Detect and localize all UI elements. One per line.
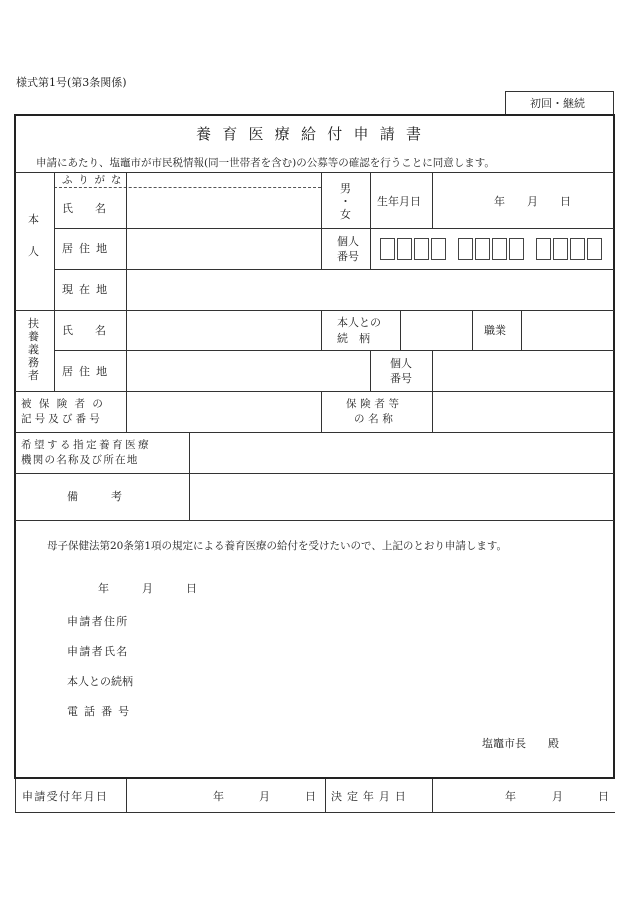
insured-symbol-label-2: 記号及び番号: [21, 413, 103, 425]
addressee: 塩竈市長 殿: [482, 737, 559, 750]
person-section-2: 人: [28, 245, 39, 258]
current-address-label: 現在地: [62, 283, 114, 296]
type-label: 初回・継続: [530, 97, 585, 110]
relation-label-2: 続 柄: [337, 332, 370, 345]
applicant-address-label: 申請者住所: [67, 615, 129, 628]
institution-label-2: 機関の名称及び所在地: [21, 454, 139, 466]
applicant-phone-label: 電話番号: [67, 705, 136, 718]
received-date-label: 申請受付年月日: [22, 790, 109, 803]
address-input[interactable]: [127, 229, 320, 268]
remarks-label: 備 考: [67, 490, 122, 503]
application-date[interactable]: 年 月 日: [98, 582, 197, 595]
birthdate-value[interactable]: 年 月 日: [494, 195, 571, 208]
insurer-name-label-1: 保険者等: [346, 398, 403, 410]
insurer-name-label-2: の名称: [354, 413, 397, 425]
name-input[interactable]: [127, 188, 320, 227]
name-label: 氏 名: [62, 202, 106, 215]
supporter-number-label-2: 番号: [390, 372, 412, 385]
consent-text: 申請にあたり、塩竈市が市民税情報(同一世帯者を含む)の公募等の確認を行うことに同意します。: [36, 157, 495, 169]
insurer-name-input[interactable]: [433, 392, 614, 431]
applicant-name-label: 申請者氏名: [67, 645, 129, 658]
supporter-section-3: 義: [28, 343, 39, 356]
supporter-section-1: 扶: [28, 317, 39, 330]
decision-day: 日: [598, 790, 609, 803]
institution-label-1: 希望する指定養育医療: [21, 439, 152, 451]
supporter-section-5: 者: [28, 369, 39, 382]
supporter-name-label: 氏 名: [62, 324, 106, 337]
gender-dot: ・: [340, 195, 351, 208]
individual-number-label-2: 番号: [337, 250, 359, 263]
individual-number-label-1: 個人: [337, 235, 359, 248]
decision-year: 年: [505, 790, 516, 803]
relation-label-1: 本人との: [337, 316, 381, 329]
current-address-input[interactable]: [127, 270, 614, 309]
relation-input[interactable]: [401, 311, 471, 349]
supporter-number-label-1: 個人: [390, 357, 412, 370]
supporter-address-label: 居住地: [62, 365, 114, 378]
supporter-number-input[interactable]: [433, 351, 614, 390]
birthdate-label: 生年月日: [377, 195, 421, 208]
received-year: 年: [213, 790, 224, 803]
decision-date-label: 決定年月日: [331, 790, 411, 803]
insured-symbol-input[interactable]: [127, 392, 320, 431]
declaration-text: 母子保健法第20条第1項の規定による養育医療の給付を受けたいので、上記のとおり申請します。: [47, 540, 507, 552]
received-day: 日: [305, 790, 316, 803]
supporter-section-4: 務: [28, 356, 39, 369]
decision-month: 月: [552, 790, 563, 803]
supporter-address-input[interactable]: [127, 351, 369, 390]
address-label: 居住地: [62, 242, 114, 255]
insured-symbol-label-1: 被保険者の: [21, 398, 111, 410]
form-number: 様式第1号(第3条関係): [16, 76, 127, 89]
applicant-relation-label: 本人との続柄: [67, 675, 133, 688]
received-month: 月: [259, 790, 270, 803]
person-section-1: 本: [28, 213, 39, 226]
occupation-label: 職業: [484, 324, 506, 337]
gender-f: 女: [340, 208, 351, 221]
page-title: 養育医療給付申請書: [196, 125, 433, 143]
occupation-input[interactable]: [522, 311, 614, 349]
supporter-name-input[interactable]: [127, 311, 320, 349]
remarks-input[interactable]: [190, 474, 614, 519]
gender-m: 男: [340, 182, 351, 195]
institution-input[interactable]: [190, 433, 614, 472]
furigana-label: ふりがな: [62, 174, 128, 186]
supporter-section-2: 養: [28, 330, 39, 343]
